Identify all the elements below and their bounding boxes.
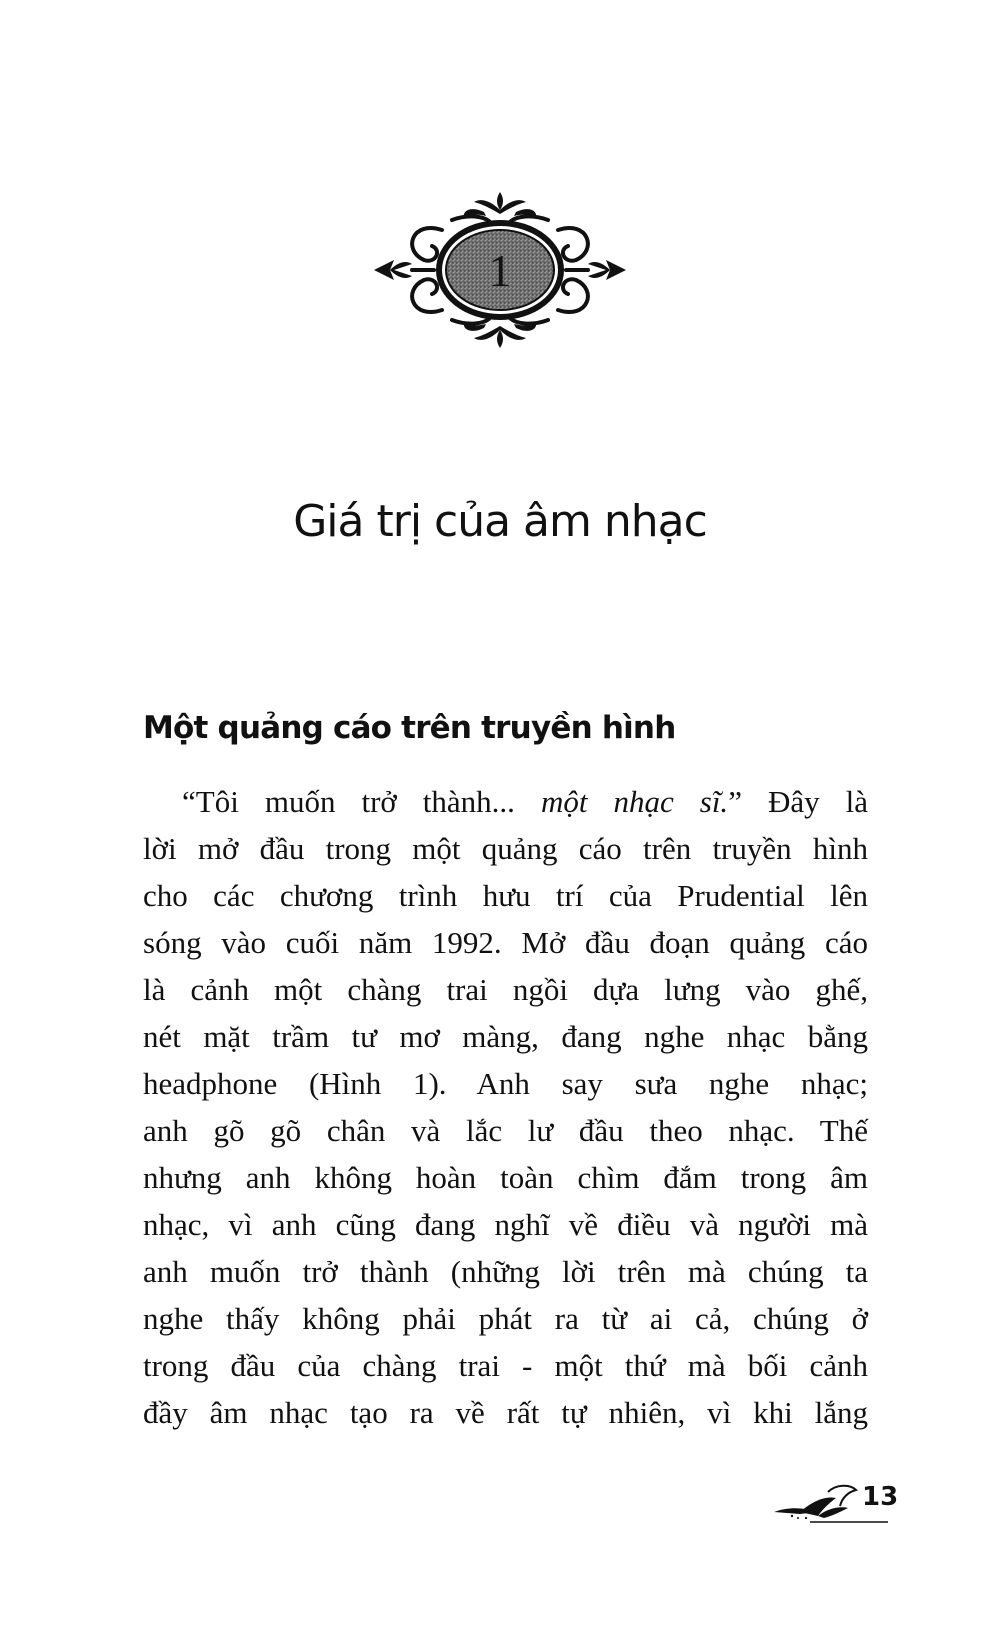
section-heading: Một quảng cáo trên truyền hình [143,710,676,746]
paragraph-line: nhạc, vì anh cũng đang nghĩ về điều và người mà [143,1207,868,1242]
paragraph-line: là cảnh một chàng trai ngồi dựa lưng vào ghế, [143,972,868,1007]
page-number: 13 [862,1482,899,1512]
paragraph-line: nhưng anh không hoàn toàn chìm đắm trong âm [143,1160,868,1195]
body-paragraph [143,778,868,1436]
paragraph-line: trong đầu của chàng trai - một thứ mà bối cảnh [143,1348,868,1383]
paragraph-line [143,778,868,825]
paragraph-line: sóng vào cuối năm 1992. Mở đầu đoạn quảng cáo [143,925,868,960]
paragraph-line: headphone (Hình 1). Anh say sưa nghe nhạc; [143,1066,868,1101]
paragraph-line: đầy âm nhạc tạo ra về rất tự nhiên, vì khi lắng [143,1395,868,1430]
quote-close: ” Đây là [728,784,869,819]
chapter-number: 1 [488,245,512,296]
paragraph-line: nét mặt trầm tư mơ màng, đang nghe nhạc bằng [143,1019,868,1054]
paragraph-line: nghe thấy không phải phát ra từ ai cả, chúng ở [143,1301,868,1336]
paragraph-line: lời mở đầu trong một quảng cáo trên truyền hình [143,831,868,866]
ornamental-frame-icon [372,190,628,350]
paragraph-line: cho các chương trình hưu trí của Prudential lên [143,878,868,913]
paragraph-line: anh gõ gõ chân và lắc lư đầu theo nhạc. Thế [143,1113,868,1148]
chapter-title: Giá trị của âm nhạc [293,496,707,547]
paragraph-line: anh muốn trở thành (những lời trên mà chúng ta [143,1254,868,1289]
quote-emphasis: một nhạc sĩ. [540,784,729,819]
quote-intro: “Tôi muốn trở thành... [182,784,541,819]
